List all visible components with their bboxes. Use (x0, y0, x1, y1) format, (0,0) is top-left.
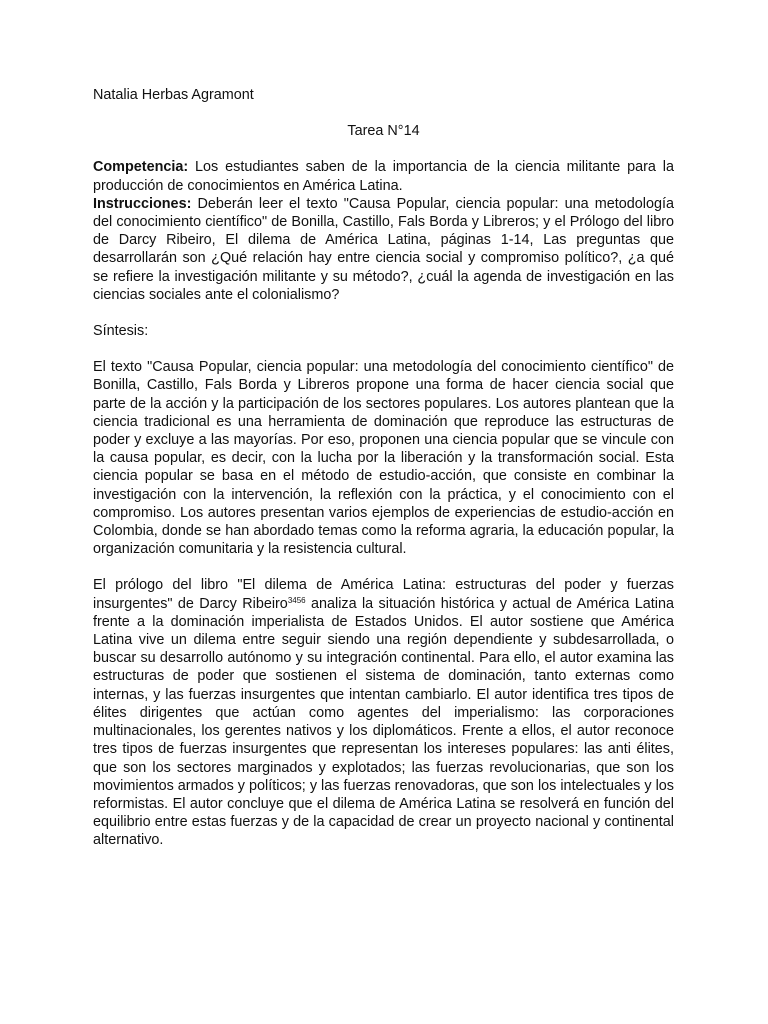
instrucciones-label: Instrucciones: (93, 195, 192, 212)
instrucciones-text: Deberán leer el texto "Causa Popular, ciencia popular: una metodología del conocimiento científico" de Bonilla, Castillo, Fals Borda y Libreros; y el Prólogo del libro de Darcy Ribeiro, El dilema de América Latina, páginas 1-14, Las preguntas que desarrollarán son ¿Qué relación hay entre ciencia social y compromiso político?, ¿a qué se refiere la investigación militante y su método?, ¿cuál la agenda de investigación en las ciencias sociales ante el colonialismo? (93, 195, 674, 303)
competencia-text: Los estudiantes saben de la importancia de la ciencia militante para la producción de conocimientos en América Latina. (93, 159, 674, 194)
task-title: Tarea N°14 (347, 123, 420, 140)
assignment-block (93, 158, 674, 304)
instrucciones-paragraph (93, 195, 674, 304)
synthesis-paragraph-2 (93, 576, 674, 849)
competencia-paragraph (93, 158, 674, 194)
synthesis-paragraph-1: El texto "Causa Popular, ciencia popular: una metodología del conocimiento científico" de Bonilla, Castillo, Fals Borda y Libreros propone una forma de hacer ciencia social que parte de la acción y la participación de los sectores populares. Los autores plantean que la ciencia tradicional es una herramienta de dominación que reproduce las estructuras de poder y excluye a las mayorías. Por eso, proponen una ciencia popular que se vincule con la causa popular, es decir, con la lucha por la liberación y la transformación social. Esta ciencia popular se basa en el método de estudio-acción, que consiste en combinar la investigación con la intervención, la reflexión con la práctica, y el conocimiento con el compromiso. Los autores presentan varios ejemplos de experiencias de estudio-acción en Colombia, donde se han abordado temas como la reforma agraria, la educación popular, la organización comunitaria y la resistencia cultural. (93, 359, 674, 558)
author-name: Natalia Herbas Agramont (93, 87, 254, 103)
paragraph-2-end: analiza la situación histórica y actual de América Latina frente a la dominación imperialista de Estados Unidos. El autor sostiene que América Latina vive un dilema entre seguir siendo una región dependiente y subdesarrollada, o buscar su desarrollo autónomo y su integración continental. Para ello, el autor examina las estructuras de poder que sostienen el sistema de dominación, tanto externas como internas, y las fuerzas insurgentes que intentan cambiarlo. El autor identifica tres tipos de élites dirigentes que actúan como agentes del imperialismo: las corporaciones multinacionales, los gerentes nativos y los diplomáticos. Frente a ellos, el autor reconoce tres tipos de fuerzas insurgentes que representan los intereses populares: las anti élites, que son los sectores marginados y explotados; las fuerzas revolucionarias, que son los movimientos armados y políticos; y las fuerzas renovadoras, que son los intelectuales y los reformistas. El autor concluye que el dilema de América Latina se resolverá en función del equilibrio entre estas fuerzas y de la capacidad de crear un proyecto nacional y continental alternativo. (93, 595, 674, 849)
footnote-reference: 3456 (287, 595, 306, 605)
synthesis-heading: Síntesis: (93, 323, 149, 340)
competencia-label: Competencia: (93, 159, 189, 176)
paragraph-2-start: El prólogo del libro "El dilema de América Latina: estructuras del poder y fuerzas insurgentes" de Darcy Ribeiro (93, 577, 674, 612)
document-page (93, 86, 674, 850)
